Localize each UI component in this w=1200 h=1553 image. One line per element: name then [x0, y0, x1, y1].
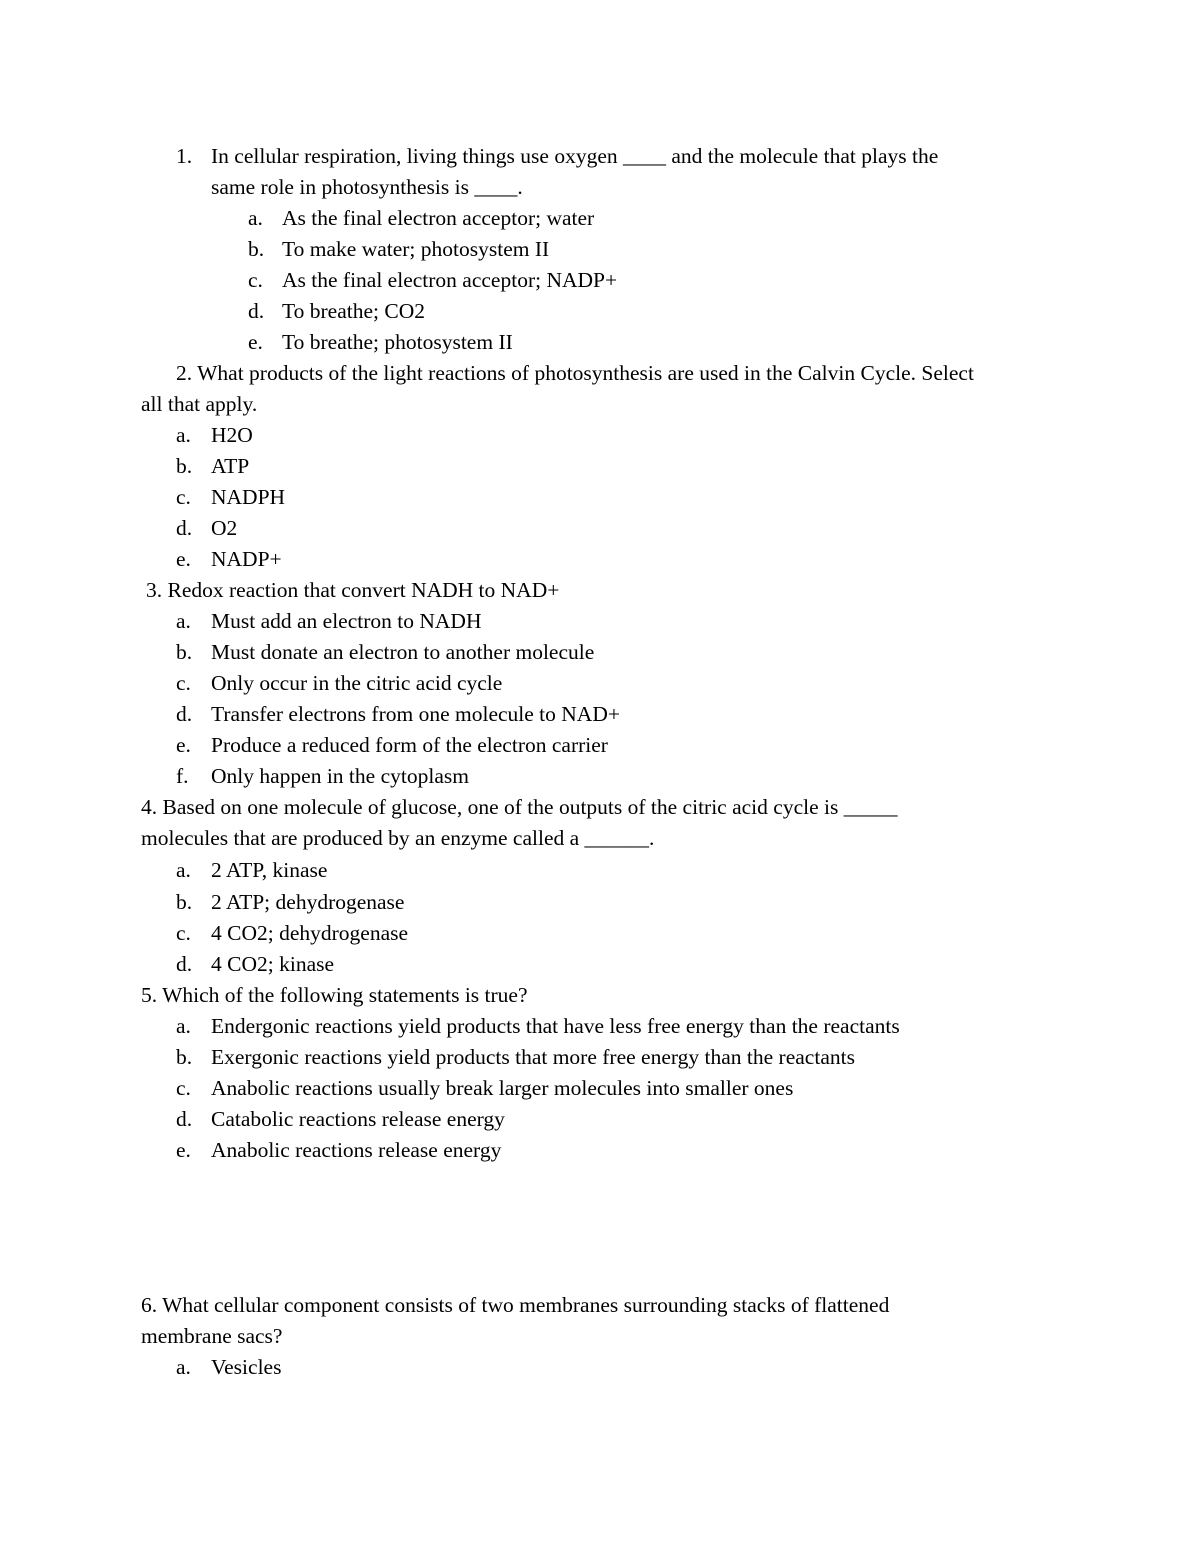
option-text: Transfer electrons from one molecule to NAD+: [211, 702, 620, 726]
option-letter: b.: [176, 890, 193, 914]
option-text: Catabolic reactions release energy: [211, 1107, 505, 1131]
option-text: NADPH: [211, 485, 286, 509]
option-letter: c.: [176, 921, 191, 945]
option-text: Only occur in the citric acid cycle: [211, 671, 503, 695]
option-text: Endergonic reactions yield products that have less free energy than the reactants: [211, 1014, 900, 1038]
option-letter: e.: [176, 1138, 191, 1162]
option-text: Anabolic reactions release energy: [211, 1138, 502, 1162]
option-text: As the final electron acceptor; NADP+: [282, 268, 618, 292]
option-letter: b.: [176, 454, 193, 478]
question-text: 6. What cellular component consists of two membranes surrounding stacks of flattened: [141, 1293, 890, 1317]
option-text: Only happen in the cytoplasm: [211, 764, 469, 788]
option-letter: e.: [176, 733, 191, 757]
option-text: To breathe; CO2: [282, 299, 425, 323]
option-letter: c.: [176, 1076, 191, 1100]
option-letter: d.: [176, 952, 193, 976]
option-letter: c.: [176, 671, 191, 695]
option-letter: d.: [176, 1107, 193, 1131]
option-letter: a.: [248, 206, 263, 230]
option-text: 4 CO2; kinase: [211, 952, 335, 976]
option-letter: a.: [176, 1014, 191, 1038]
option-letter: b.: [176, 1045, 193, 1069]
option-text: Exergonic reactions yield products that more free energy than the reactants: [211, 1045, 855, 1069]
option-text: Vesicles: [211, 1355, 282, 1379]
option-letter: c.: [176, 485, 191, 509]
option-letter: b.: [248, 237, 265, 261]
question-text: all that apply.: [141, 392, 258, 416]
question-text: 2. What products of the light reactions of photosynthesis are used in the Calvin Cycle. Select: [176, 361, 974, 385]
option-text: Must add an electron to NADH: [211, 609, 482, 633]
option-text: To breathe; photosystem II: [282, 330, 513, 354]
question-text: molecules that are produced by an enzyme called a ______.: [141, 826, 655, 850]
option-text: 2 ATP, kinase: [211, 858, 328, 882]
option-letter: b.: [176, 640, 193, 664]
question-text: In cellular respiration, living things use oxygen ____ and the molecule that plays the: [211, 144, 939, 168]
question-number: 1.: [176, 144, 193, 168]
option-text: O2: [211, 516, 238, 540]
option-text: Produce a reduced form of the electron carrier: [211, 733, 608, 757]
option-letter: a.: [176, 858, 191, 882]
question-text: same role in photosynthesis is ____.: [211, 175, 523, 199]
option-letter: d.: [176, 702, 193, 726]
option-text: 4 CO2; dehydrogenase: [211, 921, 409, 945]
option-text: NADP+: [211, 547, 282, 571]
option-text: Anabolic reactions usually break larger molecules into smaller ones: [211, 1076, 794, 1100]
option-text: H2O: [211, 423, 253, 447]
option-letter: a.: [176, 1355, 191, 1379]
option-letter: c.: [248, 268, 263, 292]
option-letter: a.: [176, 423, 191, 447]
option-letter: d.: [176, 516, 193, 540]
option-text: ATP: [211, 454, 250, 478]
question-text: 3. Redox reaction that convert NADH to NAD+: [146, 578, 560, 602]
option-text: 2 ATP; dehydrogenase: [211, 890, 405, 914]
option-text: As the final electron acceptor; water: [282, 206, 595, 230]
option-letter: e.: [248, 330, 263, 354]
question-text: membrane sacs?: [141, 1324, 283, 1348]
option-text: To make water; photosystem II: [282, 237, 550, 261]
option-text: Must donate an electron to another molecule: [211, 640, 595, 664]
option-letter: d.: [248, 299, 265, 323]
option-letter: f.: [176, 764, 189, 788]
option-letter: a.: [176, 609, 191, 633]
question-text: 5. Which of the following statements is true?: [141, 983, 528, 1007]
question-text: 4. Based on one molecule of glucose, one of the outputs of the citric acid cycle is _____: [141, 795, 898, 819]
option-letter: e.: [176, 547, 191, 571]
